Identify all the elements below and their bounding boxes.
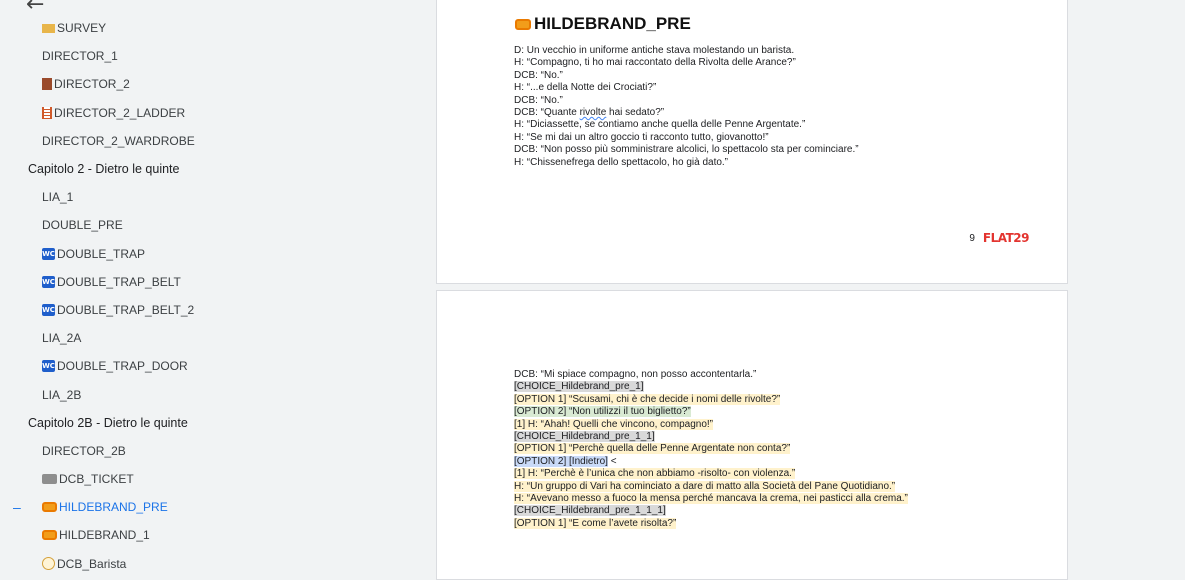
ladder-icon: [42, 107, 52, 119]
line-text: [1] H: “Ahah! Quelli che vincono, compagno!”: [514, 418, 713, 430]
heading-text: HILDEBRAND_PRE: [534, 14, 691, 33]
line-text: H: “Avevano messo a fuoco la mensa perché mancava la crema, nei pasticci alla crema.”: [514, 493, 908, 505]
outline-item[interactable]: [0, 14, 410, 42]
back-arrow-icon[interactable]: ←: [26, 0, 45, 17]
line-text: DCB: “Mi spiace compagno, non posso accontentarla.”: [514, 369, 757, 380]
dialogue-line: H: “Diciassette, se contiamo anche quella delle Penne Argentate.”: [514, 119, 806, 131]
outline-item-label: DIRECTOR_2B: [42, 443, 126, 458]
flat29-logo: FLAT29: [982, 231, 1029, 245]
outline-item-label: DOUBLE_TRAP_DOOR: [57, 359, 188, 374]
dialogue-line: [514, 505, 908, 517]
outline-item[interactable]: [0, 465, 410, 493]
dialogue-line: H: “Compagno, ti ho mai raccontato della Rivolta delle Arance?”: [514, 57, 796, 69]
outline-heading[interactable]: [0, 155, 410, 183]
outline-item[interactable]: [0, 99, 410, 127]
outline-item-label: DIRECTOR_2_LADDER: [54, 105, 186, 120]
outline-item-label: DOUBLE_TRAP: [57, 246, 146, 261]
page-heading: [515, 14, 691, 34]
dialogue-line: [514, 406, 908, 418]
dialogue-line: [514, 394, 908, 406]
ticket-tag-icon: [42, 530, 57, 540]
outline-item[interactable]: [0, 550, 410, 578]
line-text: [CHOICE_Hildebrand_pre_1_1_1]: [514, 505, 666, 517]
line-text: [OPTION 1] “Perchè quella delle Penne Argentate non conta?”: [514, 443, 791, 455]
line-text: [OPTION 1] “E come l’avete risolta?”: [514, 517, 677, 529]
survey-box-icon: [42, 24, 55, 33]
wc-icon: WC: [42, 362, 55, 371]
dialogue-line: [514, 518, 908, 530]
page-footer: [969, 231, 1029, 245]
outline-item-label: LIA_2A: [42, 331, 82, 346]
dialogue-line: H: “Se mi dai un altro goccio ti racconto tutto, giovanotto!”: [514, 131, 769, 143]
outline-item-label: DIRECTOR_2_WARDROBE: [42, 133, 195, 148]
dialogue-line: DCB: “No.”: [514, 94, 563, 106]
outline-item-label: Capitolo 2 - Dietro le quinte: [28, 162, 180, 177]
dialogue-line: H: “...e della Notte dei Crociati?”: [514, 82, 657, 94]
ticket-tag-icon: [515, 19, 531, 30]
outline-item[interactable]: [0, 493, 410, 521]
document-outline-sidebar: [0, 0, 410, 570]
outline-item-label: LIA_2B: [42, 387, 82, 402]
outline-item-label: HILDEBRAND_1: [59, 528, 150, 543]
ticket-tag-icon: [42, 502, 57, 512]
outline-item-label: DOUBLE_TRAP_BELT: [57, 274, 181, 289]
door-icon: [42, 78, 52, 90]
outline-item[interactable]: [0, 324, 410, 352]
document-page-10: [436, 290, 1068, 580]
active-indicator: –: [13, 499, 21, 516]
document-page-9: [436, 0, 1068, 284]
outline-item-label: LIA_1: [42, 190, 74, 205]
outline-item[interactable]: [0, 352, 410, 380]
wc-icon: WC: [42, 277, 55, 286]
outline-item-label: DOUBLE_PRE: [42, 218, 123, 233]
outline-item-label: DIRECTOR_2: [54, 77, 130, 92]
outline-item[interactable]: [0, 127, 410, 155]
outline-item[interactable]: [0, 521, 410, 549]
page-body-text: [514, 369, 908, 530]
dialogue-line: [514, 431, 908, 443]
spellcheck-word[interactable]: rivolte: [579, 107, 607, 119]
dialogue-line: [514, 456, 908, 468]
outline-item[interactable]: [0, 183, 410, 211]
outline-item[interactable]: [0, 42, 410, 70]
dialogue-line: [514, 381, 908, 393]
outline-item-label: DCB_TICKET: [59, 472, 134, 487]
outline-item-label: SURVEY: [57, 21, 107, 36]
line-text: [CHOICE_Hildebrand_pre_1_1]: [514, 431, 655, 443]
person-icon: [42, 557, 55, 570]
outline-item[interactable]: [0, 296, 410, 324]
outline-item-label: HILDEBRAND_PRE: [59, 500, 168, 515]
line-text: [1] H: “Perchè è l’unica che non abbiamo -risolto- con violenza.”: [514, 468, 796, 480]
page-number: 9: [969, 232, 975, 244]
dialogue-line: [514, 369, 908, 381]
wc-icon: WC: [42, 249, 55, 258]
outline-item-label: DOUBLE_TRAP_BELT_2: [57, 302, 195, 317]
outline-list: [0, 14, 410, 578]
dialogue-line: DCB: “Quante rivolte hai sedato?”: [514, 107, 665, 119]
outline-item[interactable]: [0, 268, 410, 296]
line-text: H: “Un gruppo di Vari ha cominciato a dare di matto alla Società del Pane Quotidiano.”: [514, 480, 896, 492]
outline-item-label: Capitolo 2B - Dietro le quinte: [28, 415, 188, 430]
outline-item[interactable]: [0, 70, 410, 98]
page-body-text: [514, 45, 859, 169]
outline-item[interactable]: [0, 437, 410, 465]
line-text: [OPTION 2] [Indietro]: [514, 455, 608, 467]
dialogue-line: DCB: “No.”: [514, 69, 563, 81]
dialogue-line: [514, 419, 908, 431]
line-text: [OPTION 2] “Non utilizzi il tuo biglietto?”: [514, 406, 691, 418]
outline-item-label: DIRECTOR_1: [42, 49, 118, 64]
outline-item[interactable]: [0, 240, 410, 268]
line-text: [OPTION 1] “Scusami, chi è che decide i nomi delle rivolte?”: [514, 393, 781, 405]
outline-item[interactable]: [0, 380, 410, 408]
dialogue-line: D: Un vecchio in uniforme antiche stava molestando un barista.: [514, 45, 795, 56]
line-suffix: <: [607, 455, 617, 467]
outline-heading[interactable]: [0, 409, 410, 437]
dialogue-line: [514, 493, 908, 505]
dialogue-line: [514, 468, 908, 480]
outline-item[interactable]: [0, 211, 410, 239]
ticket-icon: [42, 474, 57, 484]
dialogue-line: DCB: “Non posso più somministrare alcolici, lo spettacolo sta per cominciare.”: [514, 144, 859, 156]
line-text: [CHOICE_Hildebrand_pre_1]: [514, 381, 644, 393]
wc-icon: WC: [42, 305, 55, 314]
dialogue-line: [514, 443, 908, 455]
dialogue-line: [514, 481, 908, 493]
dialogue-line: H: “Chissenefrega dello spettacolo, ho già dato.”: [514, 156, 729, 168]
outline-item-label: DCB_Barista: [57, 556, 127, 571]
